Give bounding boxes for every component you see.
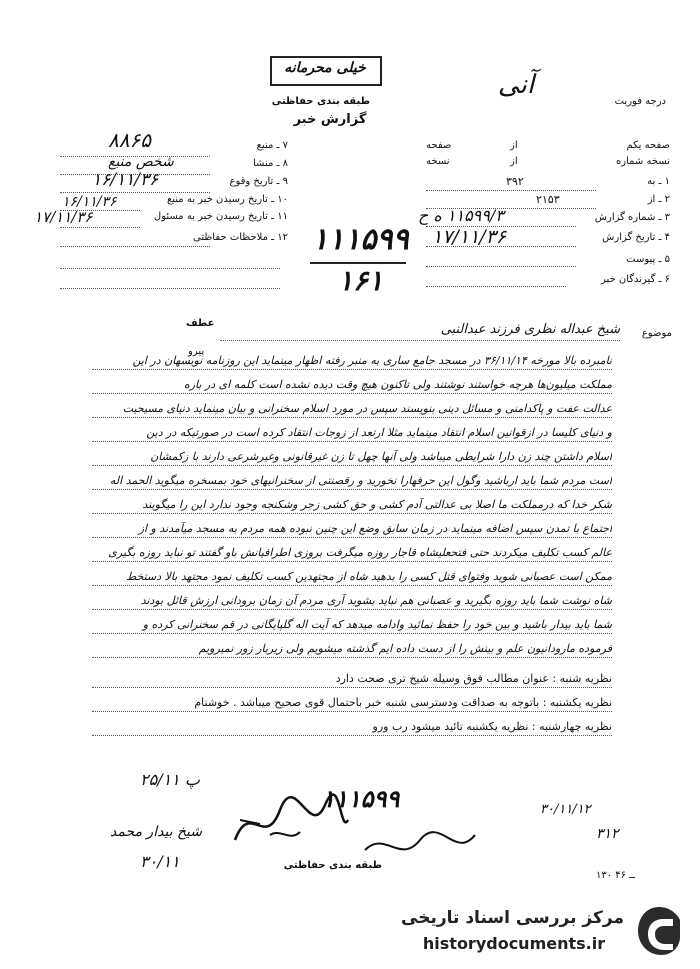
body-line: اجتماع با تمدن سپس اضافه مینماید در زمان سابق وضع این چنین نبوده همه مردم به مسجد میآمدند و از [92,522,612,538]
registration-number-top: ۱۱۱۵۹۹ [312,222,409,257]
field-label: ۱ ـ به [647,176,670,187]
field-line [426,190,596,191]
form-code: ۱۳۰ ــ ۴۶ [596,870,636,881]
field-label: ۸ ـ منشا [252,158,288,169]
field-value-occurrence-date: ۱۶/۱۱/۳۶ [92,170,159,190]
body-line: نامبرده بالا مورخه ۳۶/۱۱/۱۴ در مسجد جامع ساری به منبر رفته اظهار مینماید این روزنامه نویسهان در این [92,354,612,370]
field-line [426,286,566,287]
field-value-report-number: ۱۱۵۹۹/۳ ه ح [418,206,504,225]
body-line: عالم کسب تکلیف میکردند حتی فتحعلیشاه قاجار روزه میگرفت بروزی اطرافیانش باو گفتند تو نباید روزه بگیری [92,546,612,562]
signature-left-bottom: ۳۰/۱۱ [140,852,180,871]
field-label: از [510,140,518,151]
field-label: ۵ ـ پیوست [626,254,670,265]
signature-scribble-icon [230,780,350,860]
opinion-line: نظریه یکشنبه : باتوجه به صداقت ودسترسی شنبه خبر باحتمال قوی صحیح میباشد . خوشنام [92,696,612,712]
opinion-line: نظریه چهارشنبه : نظریه یکشنبه تائید میشود رب ورو [92,720,612,736]
field-label: ۱۰ ـ تاریخ رسیدن خبر به منبع [166,194,288,205]
body-line: و دنیای کلیسا در ازقوانین اسلام انتقاد مینماید مثلا ارتعد از زوجات انتقاد کرده است در صورتیکه در دین [92,426,612,442]
field-label: ۷ ـ منبع [256,140,288,151]
field-value-origin: شخص منبع [108,154,174,170]
field-line [426,246,576,247]
field-label: صفحه یکم [626,140,670,151]
field-label: ۱۲ ـ ملاحظات حفاظتی [193,232,288,243]
field-value-from: ۲۱۵۳ [536,193,560,206]
priority-label: درجه فوریت [614,96,666,107]
field-label: صفحه [426,140,452,151]
signature-center-number: ۱۱۱۵۹۹ [322,784,400,813]
body-line: اسلام داشتن چند زن دارا شرایطی میباشد ولی آنها چهل تا زن غیرقانونی وغیرشرعی دارند با زکمشان [92,450,612,466]
subject-line [220,340,620,341]
reference-note: عطف [186,318,215,329]
field-label: نسخه [426,156,450,167]
top-stamp-text: خیلی محرمانه [284,60,366,76]
field-label: ۱۱ ـ تاریخ رسیدن خبر به مسئول [153,211,288,222]
field-label: نسخه شماره [616,156,670,167]
field-line [426,266,576,267]
body-line: مملکت میلیون‌ها هرچه خواستند نوشتند ولی تاکنون هیچ وقت دیده نشده است کلمه ای در باره [92,378,612,394]
body-line: عدالت عفت و پاکدامنی و مسائل دینی بنویسند سپس در مورد اسلام سخنرانی و بیان مینماید دنیای مسیحیت [92,402,612,418]
field-value-source: ۸۸۶۵ [108,128,151,152]
follow-note: پیرو [188,346,205,357]
field-value-report-date: ۱۷/۱۱/۳۶ [432,226,507,248]
signature-right-bottom: ۳۱۲ [596,826,619,842]
signature-left-top: پ ۲۵/۱۱ [140,770,200,789]
priority-value: آنی [497,70,535,100]
field-label: ۳ ـ شماره گزارش [594,212,670,223]
field-label: ۴ ـ تاریخ گزارش [602,232,670,243]
field-line [60,227,140,228]
signature-right-top: ۳۰/۱۱/۱۲ [540,802,591,817]
footer-classification-label: طبقه بندی حفاظتی [283,860,382,871]
registration-number-bottom: ۱۶۱ [338,264,384,297]
field-value-to: ۳۹۲ [506,175,524,188]
field-line [60,268,280,269]
body-line: شاه نوشت شما باید روزه بگیرید و عصبانی هم نباید بشوید آری مردم آن زمان برودانی ارزش قائل بودند [92,594,612,610]
field-line [60,192,210,193]
field-label: ۶ ـ گیرندگان خبر [600,274,670,285]
classification-label: طبقه بندی حفاظتی [271,96,370,107]
body-line: فرموده مارودانیون علم و بینش را از دست داده ایم گذشته میشویم ولی زیربار زور نمیرویم [92,642,612,658]
watermark-title: مرکز بررسی اسناد تاریخی [401,908,624,928]
opinion-line: نظریه شنبه : عنوان مطالب فوق وسیله شیخ تری صحت دارد [92,672,612,688]
signature-left-mid: شیخ بیدار محمد [110,824,202,840]
field-line [60,288,280,289]
subject-value: شیخ عبداله نظری فرزند عبدالنبی [440,322,620,337]
body-line: شکر خدا که درمملکت ما اصلا بی عدالتی آدم کشی و حق کشی زجر وشکنجه وجود ندارد این را میگویند [92,498,612,514]
field-label: ۲ ـ از [647,194,670,205]
field-value-received-source: ۱۶/۱۱/۳۶ [62,194,117,210]
form-title: گزارش خبر [293,112,367,127]
body-line: شما باید بیدار باشید و بین خود را حفظ نمائید وادامه میدهد که آیت اله گلپایگانی در قم سخنرانی کرده و [92,618,612,634]
watermark-url: historydocuments.ir [422,934,606,953]
field-value-received-officer: ۱۷/۱۱/۳۶ [34,208,93,226]
body-line: ممکن است عصبانی شوید وفتوای قتل کسی را بدهید شاه از مجتهدین کسب تکلیف نمود مجتهد بالا دستخط [92,570,612,586]
body-line: است مردم شما باید ارباشید وگول این حرفهارا نخورید و رقصنتی از سخنرانیهای خود بمسخره میگوید الحمد اله [92,474,612,490]
subject-label: موضوع [641,328,672,339]
field-label: ۹ ـ تاریخ وقوع [229,176,288,187]
field-line [60,246,210,247]
archive-logo-icon [634,904,684,958]
field-label: از [510,156,518,167]
